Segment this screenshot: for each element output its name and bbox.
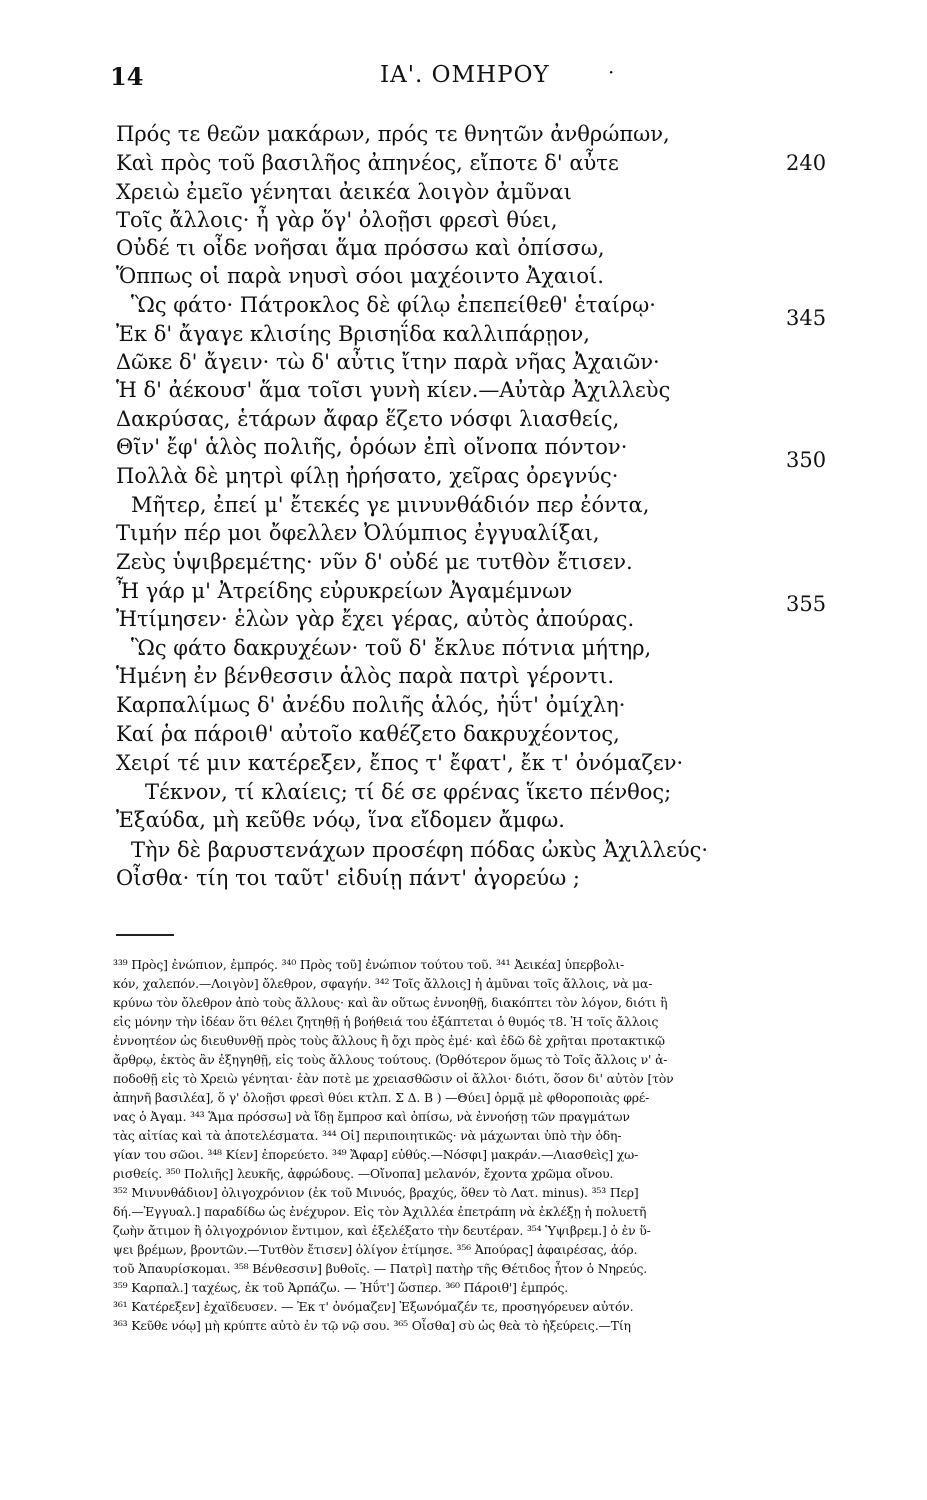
footnote-line: ἀπηνῆ βασιλέα], ὅ γ' ὀλοῇσι φρεσὶ θύει κτλπ. Σ Δ. Β ) —Θύει] ὁρμᾷ μὲ φθοροποιὰς φρέ- — [113, 1090, 650, 1105]
footnote-line: ρισθείς. ³⁵⁰ Πολιῆς] λευκῆς, ἀφρώδους. —Οἴνοπα] μελανόν, ἔχοντα χρῶμα οἴνου. — [113, 1166, 614, 1181]
verse-line: Ἠτίμησεν· ἑλὼν γὰρ ἔχει γέρας, αὐτὸς ἀπούρας. — [116, 607, 635, 631]
footnote-line: ³⁵² Μινυνθάδιον] ὀλιγοχρόνιον (ἐκ τοῦ Μινυός, βραχύς, ὅθεν τὸ Λατ. minus). ³⁵³ Περ] — [113, 1185, 639, 1200]
verse-line: Καρπαλίμως δ' ἀνέδυ πολιῆς ἁλός, ἠΰτ' ὀμίχλη· — [116, 693, 626, 717]
verse-line: Ὣς φάτο δακρυχέων· τοῦ δ' ἔκλυε πότνια μήτηρ, — [131, 636, 652, 660]
header-mark: · — [608, 60, 615, 84]
verse-line: Τὴν δὲ βαρυστενάχων προσέφη πόδας ὠκὺς Ἀχιλλεύς· — [131, 838, 709, 862]
verse-line: Καὶ πρὸς τοῦ βασιλῆος ἀπηνέος, εἴποτε δ' αὖτε — [116, 151, 619, 175]
page-header — [110, 62, 830, 98]
verse-line: Ὅππως οἱ παρὰ νηυσὶ σόοι μαχέοιντο Ἀχαιοί. — [116, 264, 604, 288]
verse-line: Τέκνον, τί κλαίεις; τί δέ σε φρένας ἵκετο πένθος; — [145, 780, 672, 804]
verse-line: Τιμήν πέρ μοι ὄφελλεν Ὀλύμπιος ἐγγυαλίξαι, — [116, 521, 600, 545]
line-number: 240 — [786, 151, 827, 175]
footnote-line: ³³⁹ Πρὸς] ἐνώπιον, ἐμπρός. ³⁴⁰ Πρὸς τοῦ] ἐνώπιον τούτου τοῦ. ³⁴¹ Ἀεικέα] ὑπερβολι- — [113, 957, 625, 972]
footnote-line: ³⁶³ Κεῦθε νόῳ] μὴ κρύπτε αὐτὸ ἐν τῷ νῷ σου. ³⁶⁵ Οἶσθα] σὺ ὡς θεὰ τὸ ἠξεύρεις.—Τίη — [113, 1318, 631, 1333]
footnote-line: ³⁶¹ Κατέρεξεν] ἐχαϊδευσεν. — Ἐκ τ' ὀνόμαζεν] Ἐξωνόμαζέν τε, προσηγόρευεν αὐτόν. — [113, 1299, 634, 1314]
verse-line: Πρός τε θεῶν μακάρων, πρός τε θνητῶν ἀνθρώπων, — [116, 122, 670, 146]
verse-line: Χρειὼ ἐμεῖο γένηται ἀεικέα λοιγὸν ἀμῦναι — [116, 180, 572, 204]
footnote-line: γίαν του σῶοι. ³⁴⁸ Κίεν] ἐπορεύετο. ³⁴⁹ Ἄφαρ] εὐθύς.—Νόσφι] μακράν.—Λιασθεὶς] χω- — [113, 1147, 639, 1162]
verse-line: Οἶσθα· τίη τοι ταῦτ' εἰδυίῃ πάντ' ἀγορεύω ; — [116, 866, 580, 890]
verse-line: Θῖν' ἔφ' ἁλὸς πολιῆς, ὁρόων ἐπὶ οἴνοπα πόντον· — [116, 435, 628, 459]
footnote-line: ποδοθῇ εἰς τὸ Χρειὼ γένηται· ἐὰν ποτὲ με χρειασθῶσιν οἱ ἄλλοι· διότι, ὅσον δι' αὐτὸν [τὸν — [113, 1071, 674, 1086]
footnote-rule — [116, 934, 174, 936]
verse-line: Μῆτερ, ἐπεί μ' ἔτεκές γε μινυνθάδιόν περ ἐόντα, — [131, 493, 650, 517]
verse-line: Ζεὺς ὑψιβρεμέτης· νῦν δ' οὐδέ με τυτθὸν ἔτισεν. — [116, 550, 633, 574]
verse-line: Χειρί τέ μιν κατέρεξεν, ἔπος τ' ἔφατ', ἔκ τ' ὀνόμαζεν· — [116, 751, 684, 775]
line-number: 355 — [786, 592, 827, 616]
verse-line: Ἡ δ' ἀέκουσ' ἅμα τοῖσι γυνὴ κίεν.—Αὐτὰρ Ἀχιλλεὺς — [116, 378, 671, 402]
footnote-line: νας ὁ Ἀγαμ. ³⁴³ Ἅμα πρόσσω] νὰ ἴδῃ ἔμπροσ καὶ ὀπίσω, νὰ ἐννοήσῃ τῶν πραγμάτων — [113, 1109, 630, 1124]
verse-line: Ἦ γάρ μ' Ἀτρείδης εὐρυκρείων Ἀγαμέμνων — [116, 579, 573, 603]
footnote-line: τὰς αἰτίας καὶ τὰ ἀποτελέσματα. ³⁴⁴ Οἱ] περιποιητικῶς· νὰ μάχωνται ὑπὸ τὴν ὁδη- — [113, 1128, 622, 1143]
verse-line: Τοῖς ἄλλοις· ἦ γὰρ ὅγ' ὀλοῇσι φρεσὶ θύει, — [116, 208, 558, 232]
line-number: 350 — [786, 448, 827, 472]
running-title: ΙΑ'. ΟΜΗΡΟΥ — [380, 62, 550, 88]
footnote-line: κρύνω τὸν ὄλεθρον ἀπὸ τοὺς ἄλλους· καὶ ἂν οὕτως ἐννοηθῇ, διακόπτει τὸν λόγον, διότι ἢ — [113, 995, 668, 1010]
verse-line: Δακρύσας, ἑτάρων ἄφαρ ἕζετο νόσφι λιασθείς, — [116, 407, 620, 431]
verse-line: Ἐκ δ' ἄγαγε κλισίης Βρισηΐδα καλλιπάρῃον, — [116, 322, 590, 346]
footnote-line: ἐννοητέον ὡς διευθυνθῇ πρὸς τοὺς ἄλλους ἢ ὄχι πρὸς ἐμέ· καὶ ἐδῶ δὲ χρῆται προτακτικῷ — [113, 1033, 665, 1048]
page-number: 14 — [110, 62, 144, 91]
footnote-line: ³⁵⁹ Καρπαλ.] ταχέως, ἐκ τοῦ Ἀρπάζω. — Ἠΰτ'] ὥσπερ. ³⁶⁰ Πάροιθ'] ἐμπρός. — [113, 1280, 569, 1295]
footnote-line: ἄρθρῳ, ἐκτὸς ἂν ἐξηγηθῇ, εἰς τοὺς ἄλλους τούτους. (Ὀρθότερον ὅμως τὸ Τοῖς ἄλλοις ν' ἀ- — [113, 1052, 668, 1067]
verse-line: Καί ῥα πάροιθ' αὐτοῖο καθέζετο δακρυχέοντος, — [116, 722, 620, 746]
footnote-line: κόν, χαλεπόν.—Λοιγὸν] ὄλεθρον, σφαγήν. ³⁴² Τοῖς ἄλλοις] ἡ ἀμῦναι τοῖς ἄλλοις, νὰ μα- — [113, 976, 653, 991]
verse-line: Ἐξαύδα, μὴ κεῦθε νόῳ, ἵνα εἴδομεν ἄμφω. — [116, 808, 565, 832]
footnote-line: τοῦ Ἀπαυρίσκομαι. ³⁵⁸ Βένθεσσιν] βυθοῖς. — Πατρὶ] πατὴρ τῆς Θέτιδος ἦτον ὁ Νηρεύς. — [113, 1261, 648, 1276]
verse-line: Ὣς φάτο· Πάτροκλος δὲ φίλῳ ἐπεπείθεθ' ἑταίρῳ· — [131, 293, 656, 317]
footnote-line: ψει βρέμων, βροντῶν.—Τυτθὸν ἔτισεν] ὀλίγον ἐτίμησε. ³⁵⁶ Ἀπούρας] ἀφαιρέσας, ἀόρ. — [113, 1242, 638, 1257]
footnote-line: εἰς μόνην τὴν ἰδέαν ὅτι θέλει ζητηθῇ ἡ βοήθειά του ἐξάπτεται ὁ θυμός τ8. Ἡ τοῖς ἄλλοις — [113, 1014, 659, 1029]
verse-line: Δῶκε δ' ἄγειν· τὼ δ' αὖτις ἴτην παρὰ νῆας Ἀχαιῶν· — [116, 350, 660, 374]
verse-line: Πολλὰ δὲ μητρὶ φίλῃ ἠρήσατο, χεῖρας ὀρεγνύς· — [116, 464, 619, 488]
line-number: 345 — [786, 306, 827, 330]
verse-line: Ἡμένη ἐν βένθεσσιν ἁλὸς παρὰ πατρὶ γέροντι. — [116, 664, 615, 688]
footnote-line: ζωὴν ἄτιμον ἢ ὀλιγοχρόνιον ἔντιμον, καὶ ἐξελέξατο τὴν δευτέραν. ³⁵⁴ Ὑψιβρεμ.] ὁ ἐν ὕ- — [113, 1223, 651, 1238]
verse-line: Οὐδέ τι οἶδε νοῆσαι ἅμα πρόσσω καὶ ὀπίσσω, — [116, 236, 605, 260]
footnote-line: δή.—Ἐγγυαλ.] παραδίδω ὡς ἐνέχυρον. Εἰς τὸν Ἀχιλλέα ἐπετράπη νὰ ἐκλέξῃ ἡ πολυετῆ — [113, 1204, 647, 1219]
